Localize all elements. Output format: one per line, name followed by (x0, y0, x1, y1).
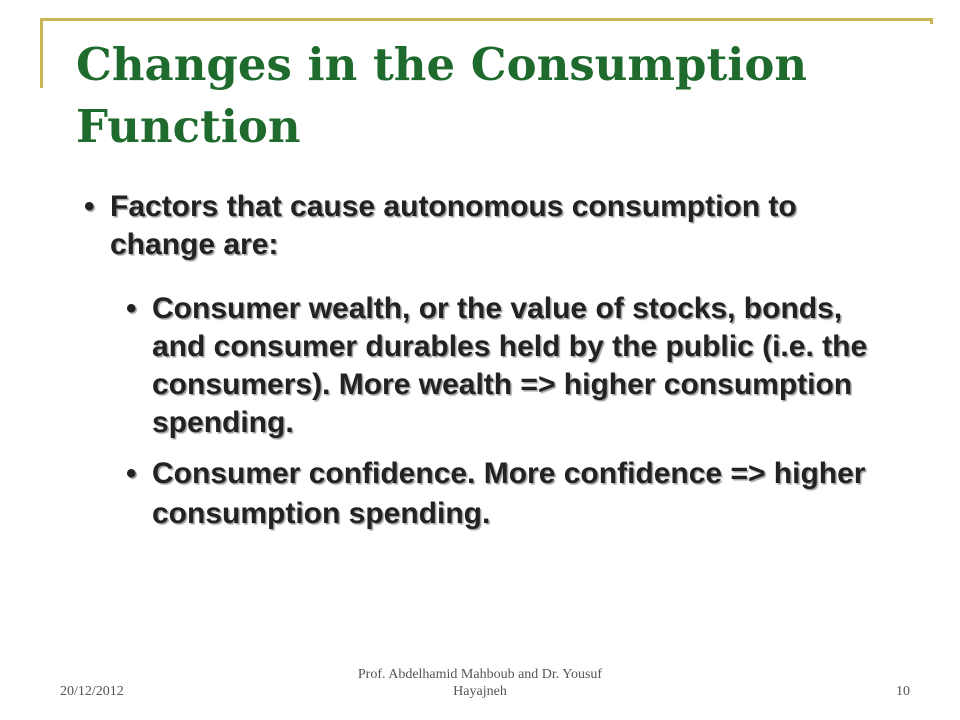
left-frame-line (40, 18, 43, 88)
bullet-consumer-wealth (128, 290, 888, 442)
frame-corner-tick (930, 18, 933, 24)
footer-date: 20/12/2012 (60, 684, 124, 699)
bullet-factors (86, 188, 886, 264)
bullet-dot: • (126, 457, 137, 490)
bullet-text: Consumer confidence. More confidence => higher consumption spending. (152, 457, 866, 530)
bullet-text: Factors that cause autonomous consumption to change are: (110, 190, 797, 261)
bullet-dot: • (126, 292, 137, 325)
footer-author: Prof. Abdelhamid Mahboub and Dr. Yousuf Hayajneh (357, 667, 603, 699)
slide-title: Changes in the Consumption Function (76, 38, 808, 153)
bullet-dot: • (84, 190, 95, 223)
footer-page-number: 10 (896, 684, 910, 699)
bullet-consumer-confidence (128, 454, 888, 534)
top-frame-line (40, 18, 932, 21)
bullet-text: Consumer wealth, or the value of stocks, bonds, and consumer durables held by the public (i.e. the consumers). More wealth => higher consumption spending. (152, 292, 868, 439)
